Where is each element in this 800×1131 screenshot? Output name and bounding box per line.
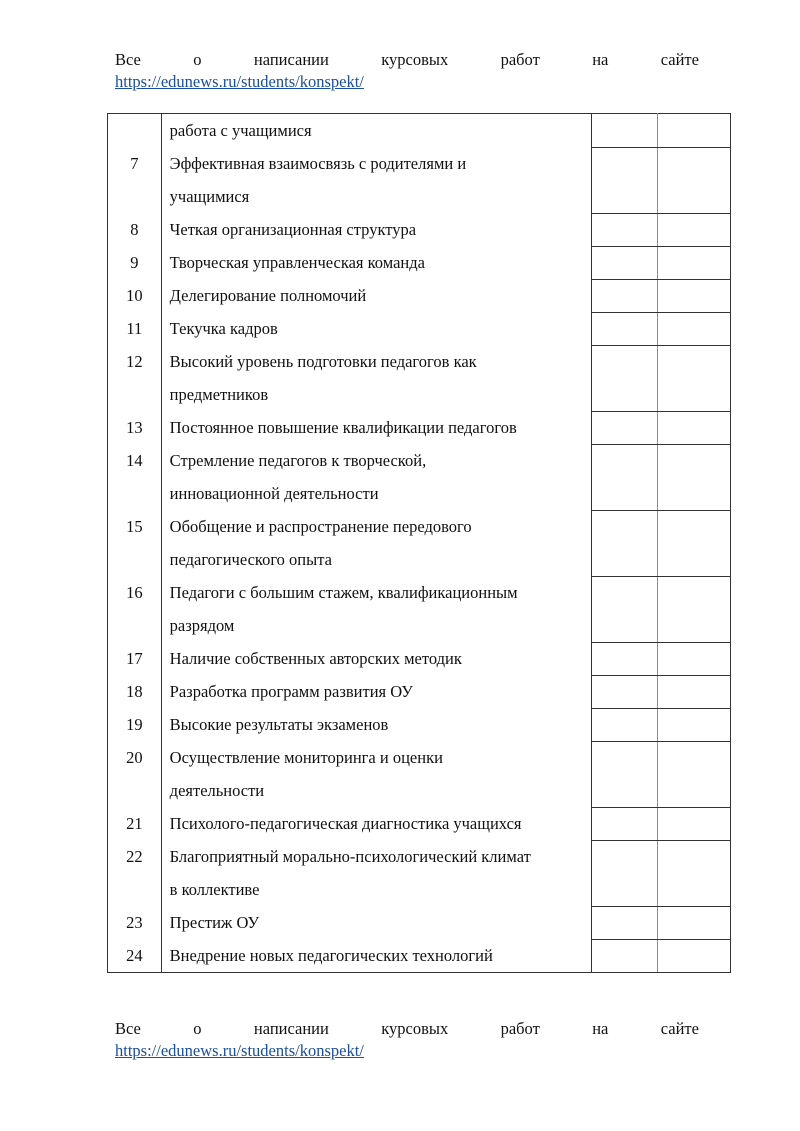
criterion-line: Осуществление мониторинга и оценки <box>169 748 443 767</box>
score-cell-2[interactable] <box>657 279 730 312</box>
page-footer <box>115 1018 699 1062</box>
criterion-text <box>161 939 592 973</box>
score-cell-1[interactable] <box>592 807 657 840</box>
score-cell-1[interactable] <box>592 444 657 510</box>
row-number: 10 <box>108 279 162 312</box>
header-caption <box>115 49 699 71</box>
header-word: о <box>193 50 202 69</box>
criterion-line: Творческая управленческая команда <box>169 253 425 272</box>
score-cell-1[interactable] <box>592 312 657 345</box>
footer-word: работ <box>500 1019 540 1038</box>
table-row <box>108 741 731 807</box>
score-cell-2[interactable] <box>657 246 730 279</box>
row-number <box>108 114 162 148</box>
score-cell-2[interactable] <box>657 411 730 444</box>
criterion-line: Наличие собственных авторских методик <box>169 649 462 668</box>
criterion-text <box>161 510 592 576</box>
footer-link[interactable]: https://edunews.ru/students/konspekt/ <box>115 1041 364 1060</box>
score-cell-2[interactable] <box>657 807 730 840</box>
table-row <box>108 576 731 642</box>
criterion-line: Высокие результаты экзаменов <box>169 715 389 734</box>
criterion-line: Престиж ОУ <box>169 913 260 932</box>
score-cell-2[interactable] <box>657 906 730 939</box>
table-row <box>108 906 731 939</box>
header-word: Все <box>115 50 141 69</box>
footer-word: на <box>592 1019 609 1038</box>
score-cell-2[interactable] <box>657 444 730 510</box>
score-cell-1[interactable] <box>592 642 657 675</box>
criterion-text <box>161 312 592 345</box>
criterion-line: Эффективная взаимосвязь с родителями и <box>169 154 467 173</box>
header-link[interactable]: https://edunews.ru/students/konspekt/ <box>115 72 364 91</box>
row-number: 15 <box>108 510 162 576</box>
score-cell-1[interactable] <box>592 906 657 939</box>
criterion-line: Благоприятный морально-психологический климат <box>169 847 531 866</box>
criterion-line: Внедрение новых педагогических технологий <box>169 946 493 965</box>
footer-caption <box>115 1018 699 1040</box>
header-word: сайте <box>660 50 699 69</box>
criterion-text <box>161 807 592 840</box>
row-number: 7 <box>108 147 162 213</box>
table-row <box>108 213 731 246</box>
criterion-text <box>161 213 592 246</box>
score-cell-2[interactable] <box>657 642 730 675</box>
criterion-text <box>161 444 592 510</box>
table-row <box>108 114 731 148</box>
table-row <box>108 510 731 576</box>
row-number: 24 <box>108 939 162 973</box>
table-row <box>108 279 731 312</box>
header-word: курсовых <box>381 50 449 69</box>
criterion-text <box>161 576 592 642</box>
row-number: 13 <box>108 411 162 444</box>
criterion-text <box>161 675 592 708</box>
row-number: 8 <box>108 213 162 246</box>
score-cell-2[interactable] <box>657 312 730 345</box>
criterion-line: Психолого-педагогическая диагностика учащихся <box>169 814 522 833</box>
criterion-text <box>161 708 592 741</box>
row-number: 16 <box>108 576 162 642</box>
criterion-text <box>161 114 592 148</box>
footer-word: курсовых <box>381 1019 449 1038</box>
criterion-text <box>161 840 592 906</box>
footer-word: сайте <box>660 1019 699 1038</box>
score-cell-1[interactable] <box>592 510 657 576</box>
score-cell-2[interactable] <box>657 741 730 807</box>
table-row <box>108 807 731 840</box>
header-word: на <box>592 50 609 69</box>
criterion-text <box>161 246 592 279</box>
criterion-line: Педагоги с большим стажем, квалификационным <box>169 583 518 602</box>
score-cell-1[interactable] <box>592 147 657 213</box>
row-number: 12 <box>108 345 162 411</box>
criterion-line: учащимися <box>169 187 250 206</box>
criterion-line: разрядом <box>169 616 235 635</box>
table-row <box>108 411 731 444</box>
score-cell-2[interactable] <box>657 576 730 642</box>
footer-word: написании <box>253 1019 329 1038</box>
score-cell-2[interactable] <box>657 213 730 246</box>
score-cell-2[interactable] <box>657 510 730 576</box>
row-number: 14 <box>108 444 162 510</box>
table-row <box>108 147 731 213</box>
criterion-text <box>161 147 592 213</box>
row-number: 19 <box>108 708 162 741</box>
score-cell-1[interactable] <box>592 840 657 906</box>
criterion-line: в коллективе <box>169 880 260 899</box>
criterion-line: инновационной деятельности <box>169 484 379 503</box>
criterion-line: Постоянное повышение квалификации педагогов <box>169 418 517 437</box>
criterion-text <box>161 906 592 939</box>
table-row <box>108 939 731 973</box>
page-header <box>115 49 699 93</box>
row-number: 23 <box>108 906 162 939</box>
footer-word: о <box>193 1019 202 1038</box>
score-cell-1[interactable] <box>592 576 657 642</box>
score-cell-1[interactable] <box>592 114 657 148</box>
score-cell-2[interactable] <box>657 147 730 213</box>
criterion-line: педагогического опыта <box>169 550 332 569</box>
criterion-text <box>161 345 592 411</box>
score-cell-2[interactable] <box>657 675 730 708</box>
criterion-line: Высокий уровень подготовки педагогов как <box>169 352 477 371</box>
score-cell-1[interactable] <box>592 939 657 973</box>
table-row <box>108 345 731 411</box>
table-row <box>108 444 731 510</box>
row-number: 9 <box>108 246 162 279</box>
table-row <box>108 642 731 675</box>
row-number: 17 <box>108 642 162 675</box>
criterion-line: Четкая организационная структура <box>169 220 417 239</box>
score-cell-2[interactable] <box>657 708 730 741</box>
score-cell-1[interactable] <box>592 675 657 708</box>
row-number: 18 <box>108 675 162 708</box>
table-row <box>108 840 731 906</box>
criterion-line: Обобщение и распространение передового <box>169 517 472 536</box>
criterion-text <box>161 411 592 444</box>
table-row <box>108 675 731 708</box>
row-number: 22 <box>108 840 162 906</box>
score-cell-1[interactable] <box>592 345 657 411</box>
score-cell-1[interactable] <box>592 213 657 246</box>
score-cell-2[interactable] <box>657 114 730 148</box>
criterion-line: работа с учащимися <box>169 121 312 140</box>
criterion-line: Делегирование полномочий <box>169 286 367 305</box>
table-row <box>108 246 731 279</box>
row-number: 11 <box>108 312 162 345</box>
criterion-line: Текучка кадров <box>169 319 278 338</box>
criterion-line: Стремление педагогов к творческой, <box>169 451 427 470</box>
row-number: 20 <box>108 741 162 807</box>
criteria-table <box>107 113 731 973</box>
criterion-line: Разработка программ развития ОУ <box>169 682 413 701</box>
footer-word: Все <box>115 1019 141 1038</box>
score-cell-1[interactable] <box>592 708 657 741</box>
score-cell-1[interactable] <box>592 741 657 807</box>
header-word: написании <box>253 50 329 69</box>
criterion-text <box>161 642 592 675</box>
criterion-text <box>161 741 592 807</box>
score-cell-2[interactable] <box>657 345 730 411</box>
criterion-line: деятельности <box>169 781 265 800</box>
criteria-table-body <box>108 114 731 973</box>
score-cell-1[interactable] <box>592 279 657 312</box>
criterion-text <box>161 279 592 312</box>
table-row <box>108 312 731 345</box>
header-word: работ <box>500 50 540 69</box>
score-cell-2[interactable] <box>657 840 730 906</box>
score-cell-1[interactable] <box>592 246 657 279</box>
score-cell-2[interactable] <box>657 939 730 973</box>
row-number: 21 <box>108 807 162 840</box>
table-row <box>108 708 731 741</box>
score-cell-1[interactable] <box>592 411 657 444</box>
criterion-line: предметников <box>169 385 269 404</box>
